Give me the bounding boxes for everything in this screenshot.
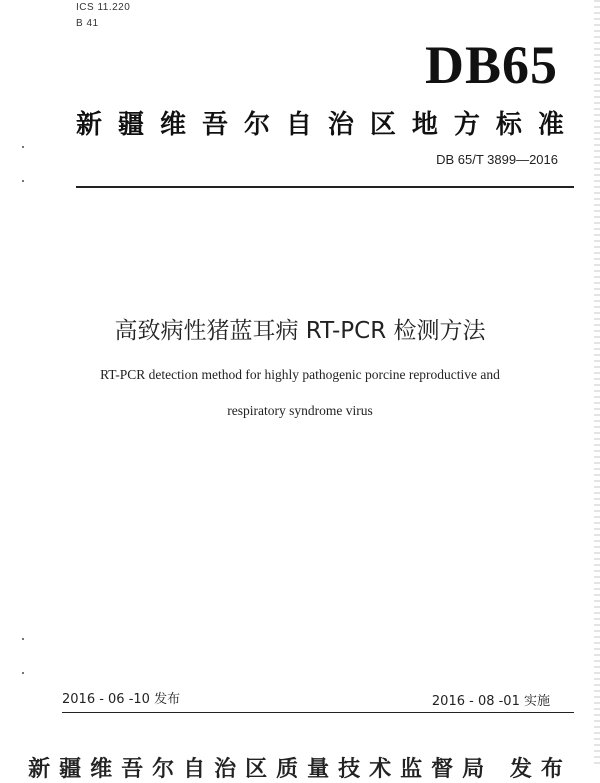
heading-char: 新 [76,110,103,140]
standard-type-heading [76,104,564,141]
heading-char: 维 [159,110,186,140]
heading-char: 方 [453,110,480,140]
scan-edge-artifact [594,0,600,767]
ccs-code: B 41 [76,18,99,29]
scan-speck [22,638,24,640]
heading-char: 吾 [201,110,228,140]
scan-speck [22,180,24,182]
standard-code-logo: DB65 [424,35,558,95]
implementation-date: 2016 - 08 -01 实施 [431,694,550,709]
issue-date: 2016 - 06 -10 发布 [62,692,181,707]
scan-speck [22,672,24,674]
standard-number: DB 65/T 3899—2016 [436,152,558,167]
heading-char: 区 [369,110,396,140]
heading-char: 自 [285,110,312,140]
heading-char: 尔 [243,110,270,140]
heading-char: 治 [327,110,354,140]
issuing-authority: 新疆维吾尔自治区质量技术监督局 发布 [28,757,572,782]
heading-char: 准 [537,110,564,140]
document-title-chinese: 高致病性猪蓝耳病 RT-PCR 检测方法 [114,318,486,344]
document-title-english-line2: respiratory syndrome virus [227,403,373,418]
heading-char: 疆 [117,110,144,140]
scan-speck [22,146,24,148]
heading-char: 标 [495,110,522,140]
heading-char: 地 [411,110,438,140]
footer-divider [62,712,574,713]
header-divider [76,186,574,188]
document-title-english-line1: RT-PCR detection method for highly pathogenic porcine reproductive and [100,367,500,382]
ics-code: ICS 11.220 [76,2,131,13]
